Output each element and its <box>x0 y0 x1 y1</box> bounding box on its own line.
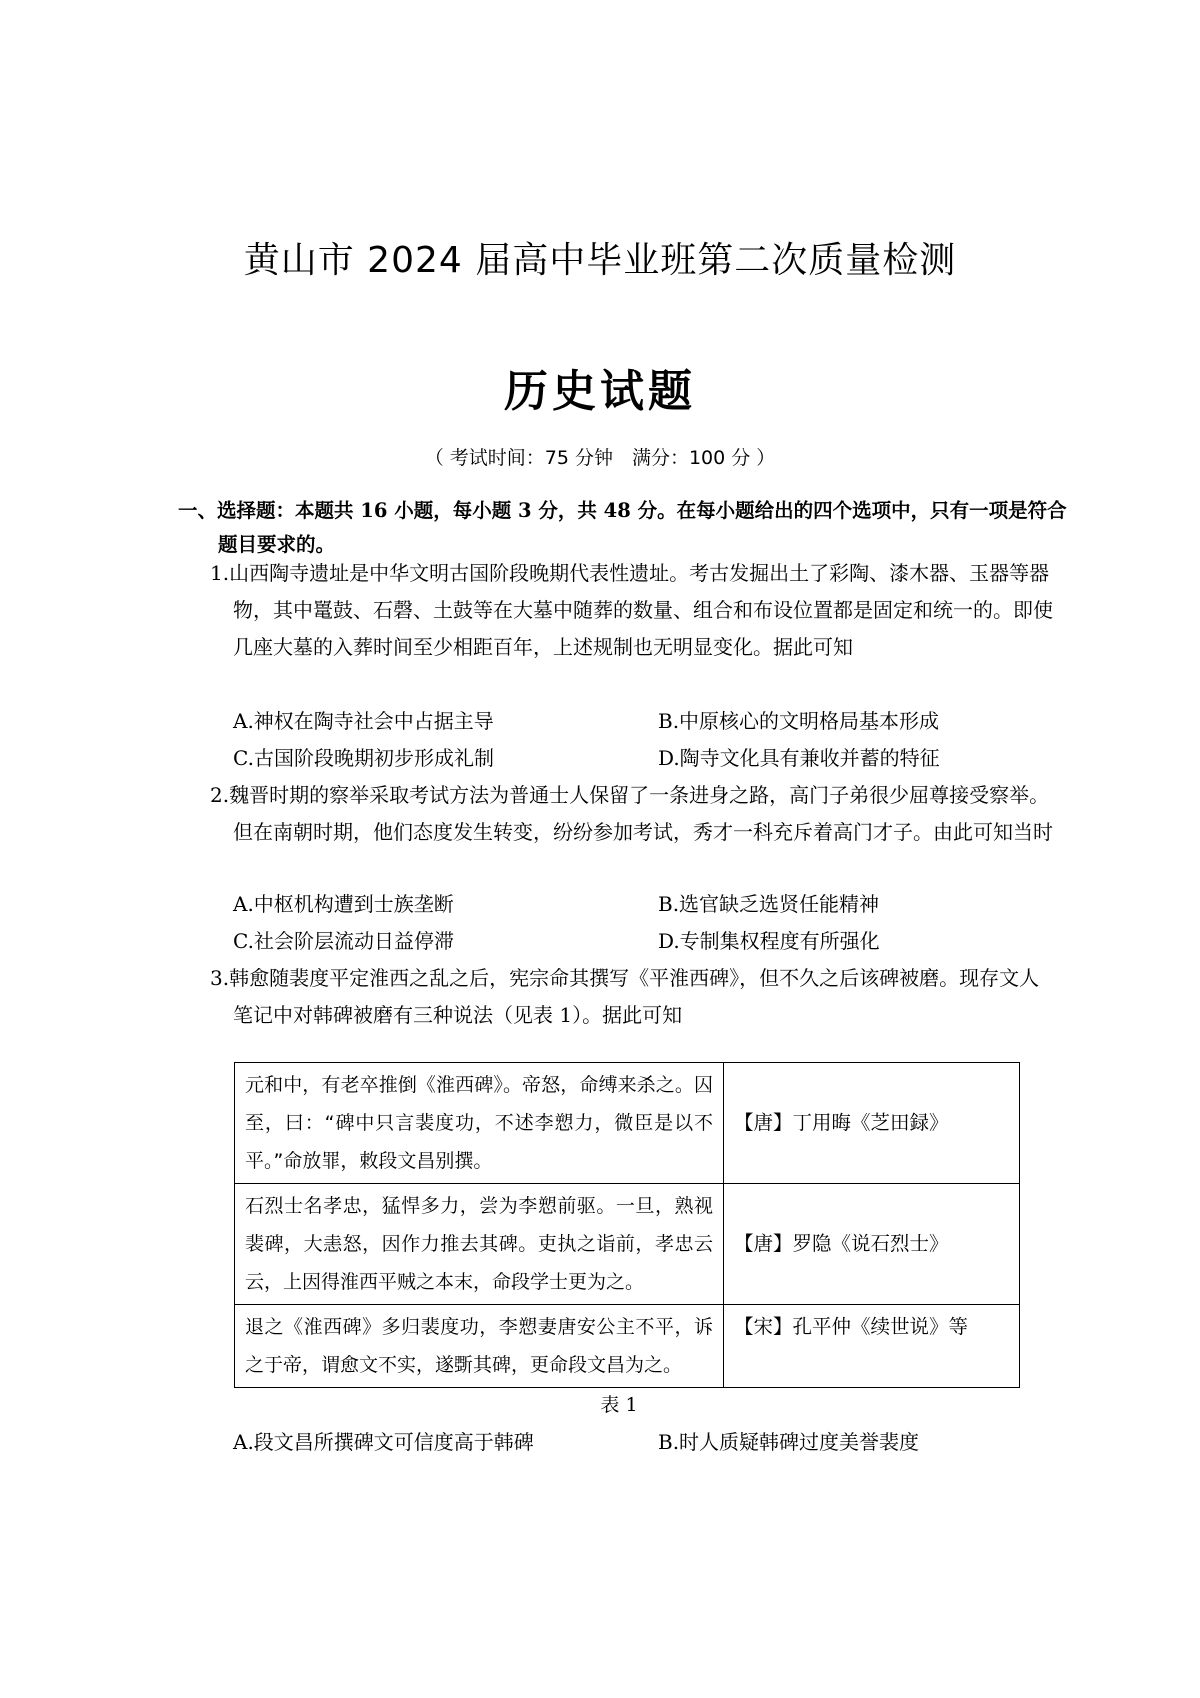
exam-info: （ 考试时间：75 分钟 满分：100 分 ） <box>424 447 776 469</box>
table-row <box>235 1305 1020 1388</box>
table-1-row-2-source: 【唐】罗隐《说石烈士》 <box>724 1184 1020 1305</box>
table-1-row-1-source: 【唐】丁用晦《芝田録》 <box>724 1063 1020 1184</box>
section-heading: 一、选择题：本题共 16 小题，每小题 3 分，共 48 分。在每小题给出的四个选项中，只有一项是符合题目要求的。 <box>178 499 1067 556</box>
question-1-option-b: B.中原核心的文明格局基本形成 <box>658 709 940 733</box>
exam-title: 黄山市 2024 届高中毕业班第二次质量检测 <box>243 240 957 281</box>
table-1-row-3-text: 退之《淮西碑》多归裴度功，李愬妻唐安公主不平，诉之于帝，谓愈文不实，遂斲其碑，更命段文昌为之。 <box>235 1305 724 1388</box>
question-2-option-c: C.社会阶层流动日益停滞 <box>233 929 454 953</box>
question-1-stem: 1.山西陶寺遗址是中华文明古国阶段晚期代表性遗址。考古发掘出土了彩陶、漆木器、玉器等器物，其中鼍鼓、石磬、土鼓等在大墓中随葬的数量、组合和布设位置都是固定和统一的。即使几座大墓的入葬时间至少相距百年，上述规制也无明显变化。据此可知 <box>210 561 1053 659</box>
table-row <box>235 1184 1020 1305</box>
question-3-stem: 3.韩愈随裴度平定淮西之乱之后，宪宗命其撰写《平淮西碑》，但不久之后该碑被磨。现存文人笔记中对韩碑被磨有三种说法（见表 1）。据此可知 <box>210 966 1040 1027</box>
question-2-option-a: A.中枢机构遭到士族垄断 <box>233 892 454 916</box>
table-row <box>235 1063 1020 1184</box>
subject-title: 历史试题 <box>504 366 696 417</box>
table-1 <box>234 1062 1020 1388</box>
question-1-option-c: C.古国阶段晚期初步形成礼制 <box>233 746 494 770</box>
table-1-row-2-text: 石烈士名孝忠，猛悍多力，尝为李愬前驱。一旦，熟视裴碑，大恚怒，因作力推去其碑。吏执之诣前，孝忠云云，上因得淮西平贼之本末，命段学士更为之。 <box>235 1184 724 1305</box>
table-1-caption: 表 1 <box>600 1394 638 1416</box>
question-3-option-b: B.时人质疑韩碑过度美誉裴度 <box>658 1430 920 1454</box>
question-1-option-a: A.神权在陶寺社会中占据主导 <box>233 709 494 733</box>
question-2-option-d: D.专制集权程度有所强化 <box>658 929 880 953</box>
question-2-stem: 2.魏晋时期的察举采取考试方法为普通士人保留了一条进身之路，高门子弟很少屈尊接受察举。但在南朝时期，他们态度发生转变，纷纷参加考试，秀才一科充斥着高门才子。由此可知当时 <box>210 783 1053 844</box>
question-1-option-d: D.陶寺文化具有兼收并蓄的特征 <box>658 746 940 770</box>
table-1-row-3-source: 【宋】孔平仲《续世说》等 <box>724 1305 1020 1388</box>
question-2-option-b: B.选官缺乏选贤任能精神 <box>658 892 880 916</box>
question-3-option-a: A.段文昌所撰碑文可信度高于韩碑 <box>233 1430 534 1454</box>
table-1-row-1-text: 元和中，有老卒推倒《淮西碑》。帝怒，命缚来杀之。囚至，曰：“碑中只言裴度功，不述李愬力，微臣是以不平。”命放罪，敕段文昌别撰。 <box>235 1063 724 1184</box>
